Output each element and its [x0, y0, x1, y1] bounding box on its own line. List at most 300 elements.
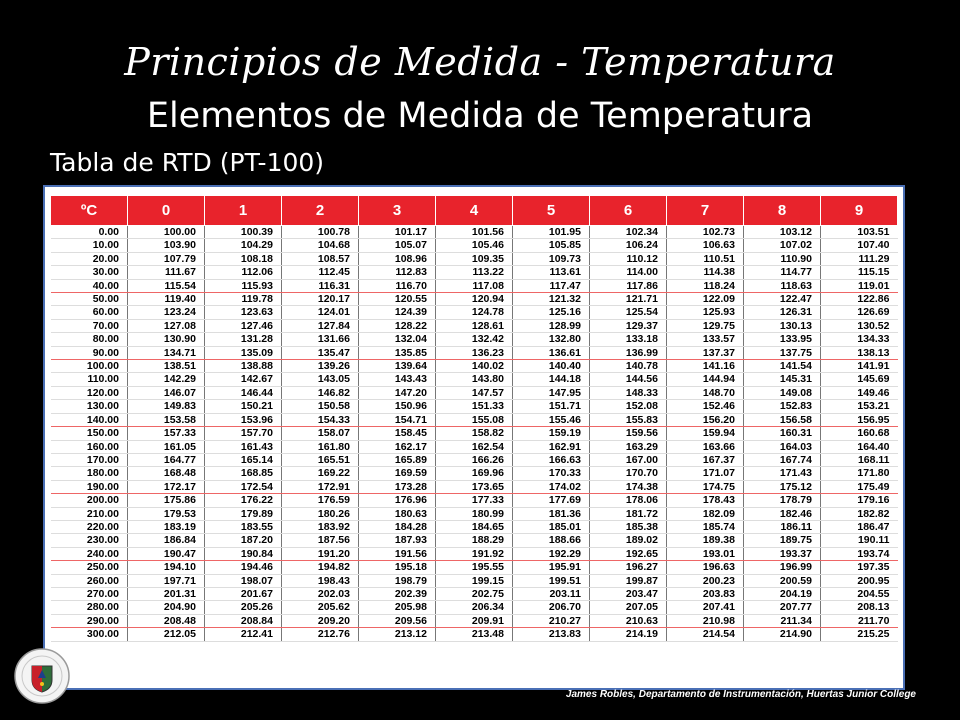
resistance-cell: 209.56: [359, 614, 436, 627]
resistance-cell: 181.72: [590, 507, 667, 520]
resistance-cell: 188.66: [513, 534, 590, 547]
temperature-cell: 100.00: [51, 360, 128, 373]
resistance-cell: 132.04: [359, 333, 436, 346]
resistance-cell: 156.20: [667, 413, 744, 426]
resistance-cell: 162.17: [359, 440, 436, 453]
resistance-cell: 128.99: [513, 319, 590, 332]
resistance-cell: 197.71: [128, 574, 205, 587]
resistance-cell: 125.16: [513, 306, 590, 319]
resistance-cell: 115.15: [821, 266, 898, 279]
table-row: [51, 440, 898, 453]
resistance-cell: 172.91: [282, 480, 359, 493]
resistance-cell: 109.35: [436, 252, 513, 265]
temperature-cell: 0.00: [51, 226, 128, 239]
temperature-cell: 40.00: [51, 279, 128, 292]
resistance-cell: 169.96: [436, 467, 513, 480]
resistance-cell: 207.05: [590, 601, 667, 614]
resistance-cell: 182.46: [744, 507, 821, 520]
resistance-cell: 178.43: [667, 494, 744, 507]
resistance-cell: 116.31: [282, 279, 359, 292]
resistance-cell: 136.23: [436, 346, 513, 359]
resistance-cell: 199.15: [436, 574, 513, 587]
resistance-cell: 110.12: [590, 252, 667, 265]
resistance-cell: 191.56: [359, 547, 436, 560]
resistance-cell: 136.61: [513, 346, 590, 359]
resistance-cell: 101.95: [513, 226, 590, 239]
resistance-cell: 195.18: [359, 561, 436, 574]
rtd-table-frame: [43, 185, 905, 690]
resistance-cell: 149.46: [821, 386, 898, 399]
resistance-cell: 210.98: [667, 614, 744, 627]
temperature-cell: 210.00: [51, 507, 128, 520]
resistance-cell: 108.18: [205, 252, 282, 265]
resistance-cell: 164.77: [128, 453, 205, 466]
temperature-cell: 260.00: [51, 574, 128, 587]
resistance-cell: 101.17: [359, 226, 436, 239]
resistance-cell: 146.82: [282, 386, 359, 399]
resistance-cell: 197.35: [821, 561, 898, 574]
temperature-cell: 190.00: [51, 480, 128, 493]
resistance-cell: 189.02: [590, 534, 667, 547]
resistance-cell: 187.56: [282, 534, 359, 547]
resistance-cell: 110.90: [744, 252, 821, 265]
resistance-cell: 208.84: [205, 614, 282, 627]
column-header: 7: [667, 196, 744, 226]
resistance-cell: 185.38: [590, 520, 667, 533]
resistance-cell: 127.08: [128, 319, 205, 332]
resistance-cell: 171.43: [744, 467, 821, 480]
table-row: [51, 360, 898, 373]
resistance-cell: 214.90: [744, 628, 821, 641]
resistance-cell: 160.68: [821, 427, 898, 440]
resistance-cell: 151.33: [436, 400, 513, 413]
resistance-cell: 213.48: [436, 628, 513, 641]
resistance-cell: 103.90: [128, 239, 205, 252]
resistance-cell: 191.92: [436, 547, 513, 560]
temperature-cell: 230.00: [51, 534, 128, 547]
resistance-cell: 163.29: [590, 440, 667, 453]
table-row: [51, 373, 898, 386]
resistance-cell: 121.32: [513, 293, 590, 306]
resistance-cell: 198.79: [359, 574, 436, 587]
resistance-cell: 157.33: [128, 427, 205, 440]
resistance-cell: 115.54: [128, 279, 205, 292]
resistance-cell: 206.70: [513, 601, 590, 614]
resistance-cell: 185.01: [513, 520, 590, 533]
resistance-cell: 186.11: [744, 520, 821, 533]
resistance-cell: 203.11: [513, 587, 590, 600]
resistance-cell: 194.82: [282, 561, 359, 574]
resistance-cell: 168.11: [821, 453, 898, 466]
resistance-cell: 165.51: [282, 453, 359, 466]
resistance-cell: 129.37: [590, 319, 667, 332]
temperature-cell: 270.00: [51, 587, 128, 600]
resistance-cell: 199.87: [590, 574, 667, 587]
resistance-cell: 183.55: [205, 520, 282, 533]
resistance-cell: 205.98: [359, 601, 436, 614]
table-row: [51, 534, 898, 547]
resistance-cell: 158.45: [359, 427, 436, 440]
resistance-cell: 183.19: [128, 520, 205, 533]
resistance-cell: 161.05: [128, 440, 205, 453]
resistance-cell: 212.41: [205, 628, 282, 641]
resistance-cell: 176.96: [359, 494, 436, 507]
table-row: [51, 346, 898, 359]
resistance-cell: 117.86: [590, 279, 667, 292]
resistance-cell: 181.36: [513, 507, 590, 520]
table-row: [51, 520, 898, 533]
resistance-cell: 155.83: [590, 413, 667, 426]
resistance-cell: 133.57: [667, 333, 744, 346]
temperature-cell: 280.00: [51, 601, 128, 614]
table-row: [51, 587, 898, 600]
resistance-cell: 159.94: [667, 427, 744, 440]
resistance-cell: 127.46: [205, 319, 282, 332]
resistance-cell: 121.71: [590, 293, 667, 306]
resistance-cell: 101.56: [436, 226, 513, 239]
resistance-cell: 172.17: [128, 480, 205, 493]
resistance-cell: 182.82: [821, 507, 898, 520]
section-heading: Tabla de RTD (PT-100): [50, 148, 325, 177]
resistance-cell: 124.39: [359, 306, 436, 319]
resistance-cell: 133.18: [590, 333, 667, 346]
resistance-cell: 195.91: [513, 561, 590, 574]
resistance-cell: 140.78: [590, 360, 667, 373]
resistance-cell: 136.99: [590, 346, 667, 359]
resistance-cell: 118.24: [667, 279, 744, 292]
temperature-cell: 220.00: [51, 520, 128, 533]
resistance-cell: 166.26: [436, 453, 513, 466]
resistance-cell: 116.70: [359, 279, 436, 292]
resistance-cell: 127.84: [282, 319, 359, 332]
resistance-cell: 123.24: [128, 306, 205, 319]
resistance-cell: 115.93: [205, 279, 282, 292]
table-row: [51, 386, 898, 399]
resistance-cell: 119.40: [128, 293, 205, 306]
resistance-cell: 103.51: [821, 226, 898, 239]
resistance-cell: 117.47: [513, 279, 590, 292]
resistance-cell: 169.22: [282, 467, 359, 480]
resistance-cell: 140.02: [436, 360, 513, 373]
table-row: [51, 561, 898, 574]
resistance-cell: 153.58: [128, 413, 205, 426]
resistance-cell: 206.34: [436, 601, 513, 614]
resistance-cell: 152.83: [744, 400, 821, 413]
resistance-cell: 155.46: [513, 413, 590, 426]
resistance-cell: 204.90: [128, 601, 205, 614]
resistance-cell: 119.01: [821, 279, 898, 292]
table-row: [51, 279, 898, 292]
resistance-cell: 189.75: [744, 534, 821, 547]
resistance-cell: 162.91: [513, 440, 590, 453]
resistance-cell: 105.46: [436, 239, 513, 252]
table-row: [51, 252, 898, 265]
resistance-cell: 114.38: [667, 266, 744, 279]
resistance-cell: 196.27: [590, 561, 667, 574]
resistance-cell: 178.79: [744, 494, 821, 507]
resistance-cell: 104.29: [205, 239, 282, 252]
table-row: [51, 319, 898, 332]
resistance-cell: 192.65: [590, 547, 667, 560]
resistance-cell: 160.31: [744, 427, 821, 440]
resistance-cell: 182.09: [667, 507, 744, 520]
resistance-cell: 194.10: [128, 561, 205, 574]
resistance-cell: 201.67: [205, 587, 282, 600]
table-row: [51, 413, 898, 426]
temperature-cell: 50.00: [51, 293, 128, 306]
resistance-cell: 202.03: [282, 587, 359, 600]
resistance-cell: 155.08: [436, 413, 513, 426]
temperature-cell: 160.00: [51, 440, 128, 453]
resistance-cell: 161.80: [282, 440, 359, 453]
footer-credit: James Robles, Departamento de Instrumentación, Huertas Junior College: [565, 689, 916, 700]
resistance-cell: 131.28: [205, 333, 282, 346]
resistance-cell: 112.83: [359, 266, 436, 279]
resistance-cell: 191.20: [282, 547, 359, 560]
resistance-cell: 107.40: [821, 239, 898, 252]
temperature-cell: 240.00: [51, 547, 128, 560]
resistance-cell: 167.74: [744, 453, 821, 466]
temperature-cell: 250.00: [51, 561, 128, 574]
resistance-cell: 159.19: [513, 427, 590, 440]
temperature-cell: 120.00: [51, 386, 128, 399]
resistance-cell: 165.89: [359, 453, 436, 466]
resistance-cell: 110.51: [667, 252, 744, 265]
resistance-cell: 144.94: [667, 373, 744, 386]
resistance-cell: 176.22: [205, 494, 282, 507]
resistance-cell: 156.95: [821, 413, 898, 426]
column-header: 8: [744, 196, 821, 226]
resistance-cell: 100.78: [282, 226, 359, 239]
resistance-cell: 149.83: [128, 400, 205, 413]
resistance-cell: 143.05: [282, 373, 359, 386]
resistance-cell: 212.76: [282, 628, 359, 641]
resistance-cell: 186.47: [821, 520, 898, 533]
resistance-cell: 119.78: [205, 293, 282, 306]
resistance-cell: 166.63: [513, 453, 590, 466]
table-row: [51, 494, 898, 507]
resistance-cell: 203.83: [667, 587, 744, 600]
resistance-cell: 150.58: [282, 400, 359, 413]
temperature-cell: 290.00: [51, 614, 128, 627]
column-header: 9: [821, 196, 898, 226]
resistance-cell: 187.93: [359, 534, 436, 547]
resistance-cell: 147.57: [436, 386, 513, 399]
resistance-cell: 214.19: [590, 628, 667, 641]
temperature-cell: 60.00: [51, 306, 128, 319]
resistance-cell: 163.66: [667, 440, 744, 453]
resistance-cell: 213.12: [359, 628, 436, 641]
resistance-cell: 209.20: [282, 614, 359, 627]
resistance-cell: 129.75: [667, 319, 744, 332]
resistance-cell: 112.06: [205, 266, 282, 279]
column-header: ºC: [51, 196, 128, 226]
resistance-cell: 109.73: [513, 252, 590, 265]
resistance-cell: 214.54: [667, 628, 744, 641]
resistance-cell: 148.70: [667, 386, 744, 399]
resistance-cell: 138.51: [128, 360, 205, 373]
resistance-cell: 106.24: [590, 239, 667, 252]
table-row: [51, 226, 898, 239]
resistance-cell: 202.39: [359, 587, 436, 600]
table-header-row: [51, 196, 898, 226]
resistance-cell: 158.07: [282, 427, 359, 440]
temperature-cell: 300.00: [51, 628, 128, 641]
resistance-cell: 141.54: [744, 360, 821, 373]
resistance-cell: 147.95: [513, 386, 590, 399]
temperature-cell: 200.00: [51, 494, 128, 507]
resistance-cell: 164.40: [821, 440, 898, 453]
resistance-cell: 172.54: [205, 480, 282, 493]
temperature-cell: 150.00: [51, 427, 128, 440]
resistance-cell: 168.48: [128, 467, 205, 480]
resistance-cell: 200.59: [744, 574, 821, 587]
resistance-cell: 179.16: [821, 494, 898, 507]
resistance-cell: 122.47: [744, 293, 821, 306]
resistance-cell: 150.96: [359, 400, 436, 413]
table-row: [51, 507, 898, 520]
resistance-cell: 146.44: [205, 386, 282, 399]
resistance-cell: 207.41: [667, 601, 744, 614]
resistance-cell: 213.83: [513, 628, 590, 641]
resistance-cell: 145.69: [821, 373, 898, 386]
resistance-cell: 208.48: [128, 614, 205, 627]
resistance-cell: 192.29: [513, 547, 590, 560]
resistance-cell: 202.75: [436, 587, 513, 600]
resistance-cell: 124.01: [282, 306, 359, 319]
resistance-cell: 107.79: [128, 252, 205, 265]
resistance-cell: 132.80: [513, 333, 590, 346]
resistance-cell: 146.07: [128, 386, 205, 399]
resistance-cell: 198.07: [205, 574, 282, 587]
resistance-cell: 175.49: [821, 480, 898, 493]
resistance-cell: 195.55: [436, 561, 513, 574]
resistance-cell: 161.43: [205, 440, 282, 453]
resistance-cell: 168.85: [205, 467, 282, 480]
table-row: [51, 239, 898, 252]
resistance-cell: 177.33: [436, 494, 513, 507]
resistance-cell: 133.95: [744, 333, 821, 346]
resistance-cell: 106.63: [667, 239, 744, 252]
resistance-cell: 122.09: [667, 293, 744, 306]
table-row: [51, 628, 898, 641]
resistance-cell: 184.65: [436, 520, 513, 533]
resistance-cell: 125.54: [590, 306, 667, 319]
resistance-cell: 120.55: [359, 293, 436, 306]
resistance-cell: 159.56: [590, 427, 667, 440]
resistance-cell: 198.43: [282, 574, 359, 587]
resistance-cell: 108.96: [359, 252, 436, 265]
resistance-cell: 154.33: [282, 413, 359, 426]
resistance-cell: 190.47: [128, 547, 205, 560]
temperature-cell: 140.00: [51, 413, 128, 426]
resistance-cell: 131.66: [282, 333, 359, 346]
resistance-cell: 113.61: [513, 266, 590, 279]
resistance-cell: 196.99: [744, 561, 821, 574]
resistance-cell: 105.85: [513, 239, 590, 252]
table-row: [51, 400, 898, 413]
resistance-cell: 211.34: [744, 614, 821, 627]
resistance-cell: 194.46: [205, 561, 282, 574]
table-row: [51, 453, 898, 466]
table-row: [51, 480, 898, 493]
resistance-cell: 205.26: [205, 601, 282, 614]
table-row: [51, 614, 898, 627]
table-body: [51, 226, 898, 642]
resistance-cell: 204.19: [744, 587, 821, 600]
resistance-cell: 180.26: [282, 507, 359, 520]
resistance-cell: 114.77: [744, 266, 821, 279]
resistance-cell: 180.99: [436, 507, 513, 520]
resistance-cell: 117.08: [436, 279, 513, 292]
resistance-cell: 142.29: [128, 373, 205, 386]
resistance-cell: 186.84: [128, 534, 205, 547]
table-row: [51, 266, 898, 279]
resistance-cell: 189.38: [667, 534, 744, 547]
resistance-cell: 145.31: [744, 373, 821, 386]
college-seal-icon: [14, 648, 70, 704]
resistance-cell: 200.23: [667, 574, 744, 587]
rtd-table: [50, 195, 898, 642]
resistance-cell: 123.63: [205, 306, 282, 319]
resistance-cell: 193.01: [667, 547, 744, 560]
resistance-cell: 134.71: [128, 346, 205, 359]
resistance-cell: 122.86: [821, 293, 898, 306]
resistance-cell: 178.06: [590, 494, 667, 507]
resistance-cell: 211.70: [821, 614, 898, 627]
resistance-cell: 158.82: [436, 427, 513, 440]
resistance-cell: 203.47: [590, 587, 667, 600]
resistance-cell: 151.71: [513, 400, 590, 413]
resistance-cell: 107.02: [744, 239, 821, 252]
resistance-cell: 208.13: [821, 601, 898, 614]
resistance-cell: 187.20: [205, 534, 282, 547]
resistance-cell: 152.46: [667, 400, 744, 413]
column-header: 6: [590, 196, 667, 226]
table-row: [51, 427, 898, 440]
resistance-cell: 126.31: [744, 306, 821, 319]
resistance-cell: 125.93: [667, 306, 744, 319]
resistance-cell: 174.02: [513, 480, 590, 493]
resistance-cell: 190.84: [205, 547, 282, 560]
table-row: [51, 574, 898, 587]
resistance-cell: 111.67: [128, 266, 205, 279]
resistance-cell: 137.37: [667, 346, 744, 359]
resistance-cell: 139.26: [282, 360, 359, 373]
resistance-cell: 130.13: [744, 319, 821, 332]
resistance-cell: 148.33: [590, 386, 667, 399]
resistance-cell: 193.74: [821, 547, 898, 560]
resistance-cell: 112.45: [282, 266, 359, 279]
resistance-cell: 141.16: [667, 360, 744, 373]
resistance-cell: 179.53: [128, 507, 205, 520]
resistance-cell: 138.13: [821, 346, 898, 359]
resistance-cell: 134.33: [821, 333, 898, 346]
table-row: [51, 293, 898, 306]
resistance-cell: 162.54: [436, 440, 513, 453]
resistance-cell: 120.17: [282, 293, 359, 306]
resistance-cell: 200.95: [821, 574, 898, 587]
resistance-cell: 139.64: [359, 360, 436, 373]
resistance-cell: 173.65: [436, 480, 513, 493]
resistance-cell: 104.68: [282, 239, 359, 252]
resistance-cell: 100.00: [128, 226, 205, 239]
resistance-cell: 196.63: [667, 561, 744, 574]
temperature-cell: 80.00: [51, 333, 128, 346]
resistance-cell: 128.22: [359, 319, 436, 332]
table-row: [51, 601, 898, 614]
resistance-cell: 179.89: [205, 507, 282, 520]
